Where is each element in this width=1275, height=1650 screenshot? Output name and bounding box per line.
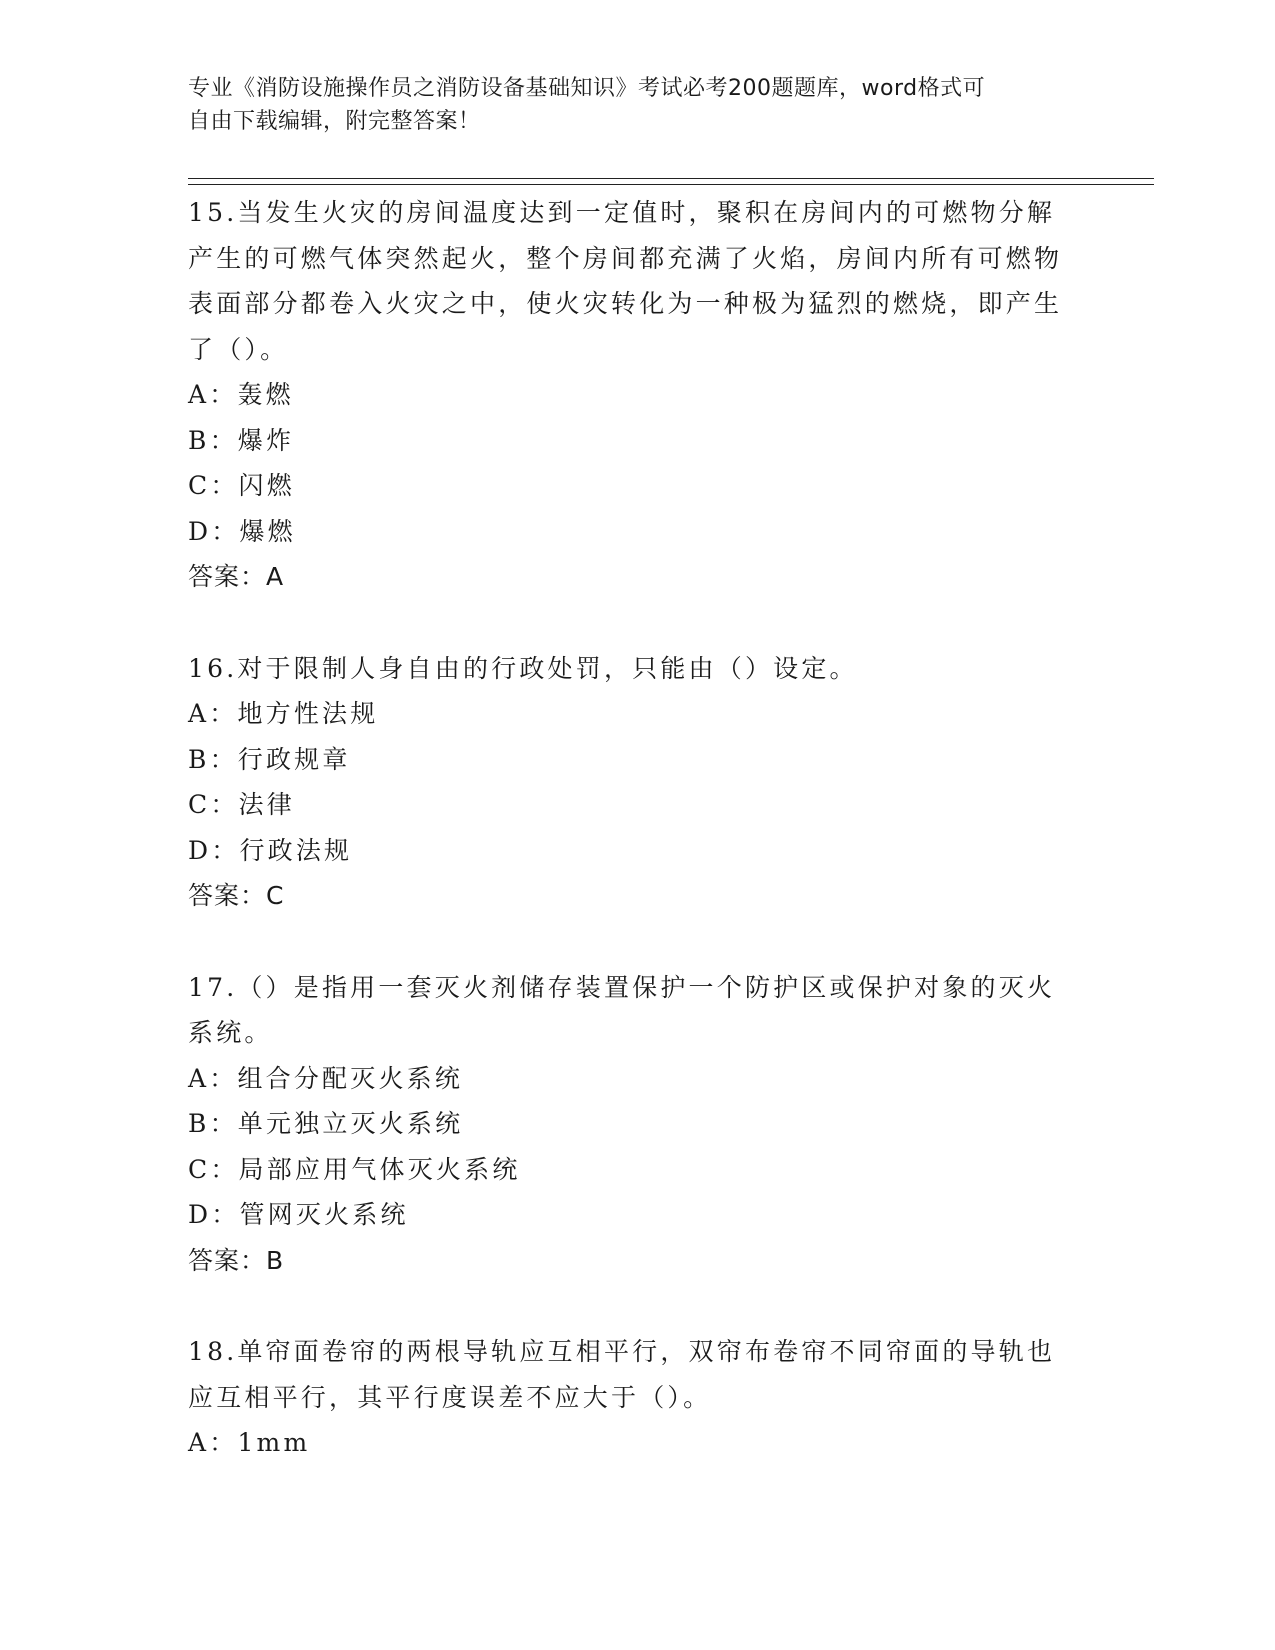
header-divider-bottom — [188, 184, 1154, 185]
option-d: D：管网灭火系统 — [188, 1200, 409, 1229]
option-a: A：轰燃 — [188, 380, 294, 409]
option-b: B：单元独立灭火系统 — [188, 1109, 464, 1138]
question-spacer — [188, 1283, 1088, 1329]
option-a: A：组合分配灭火系统 — [188, 1063, 464, 1093]
question-stem: 18.单帘面卷帘的两根导轨应互相平行，双帘布卷帘不同帘面的导轨也应互相平行，其平行度误差不应大于（）。 — [188, 1337, 1056, 1412]
answer-line: 答案：A — [188, 562, 285, 591]
option-b: B：行政规章 — [188, 744, 351, 774]
question-17 — [188, 965, 1088, 1284]
option-d: D：行政法规 — [188, 835, 353, 865]
question-stem: 17.（）是指用一套灭火剂储存装置保护一个防护区或保护对象的灭火系统。 — [188, 972, 1056, 1047]
question-16 — [188, 646, 1088, 919]
question-spacer — [188, 919, 1088, 965]
question-stem: 15.当发生火灾的房间温度达到一定值时，聚积在房间内的可燃物分解产生的可燃气体突然起火，整个房间都充满了火焰，房间内所有可燃物表面部分都卷入火灾之中，使火灾转化为一种极为猛烈的燃烧，即产生了（）。 — [188, 198, 1063, 364]
answer-line: 答案：C — [188, 881, 285, 910]
option-d: D：爆燃 — [188, 516, 296, 546]
answer-line: 答案：B — [188, 1245, 285, 1275]
option-a: A：1mm — [188, 1428, 311, 1457]
option-a: A：地方性法规 — [188, 699, 379, 728]
question-18 — [188, 1329, 1088, 1466]
option-c: C：局部应用气体灭火系统 — [188, 1154, 521, 1184]
header-divider-top — [188, 178, 1154, 179]
option-b: B：爆炸 — [188, 425, 295, 455]
option-c: C：法律 — [188, 790, 295, 819]
header-line-2: 自由下载编辑，附完整答案！ — [188, 109, 481, 134]
question-list — [188, 190, 1088, 1466]
option-c: C：闪燃 — [188, 471, 295, 500]
question-15 — [188, 190, 1088, 600]
question-spacer — [188, 600, 1088, 646]
header-line-1: 专业《消防设施操作员之消防设备基础知识》考试必考200题题库，word格式可 — [188, 76, 986, 101]
question-stem: 16.对于限制人身自由的行政处罚，只能由（）设定。 — [188, 653, 858, 683]
document-header — [188, 72, 1068, 138]
